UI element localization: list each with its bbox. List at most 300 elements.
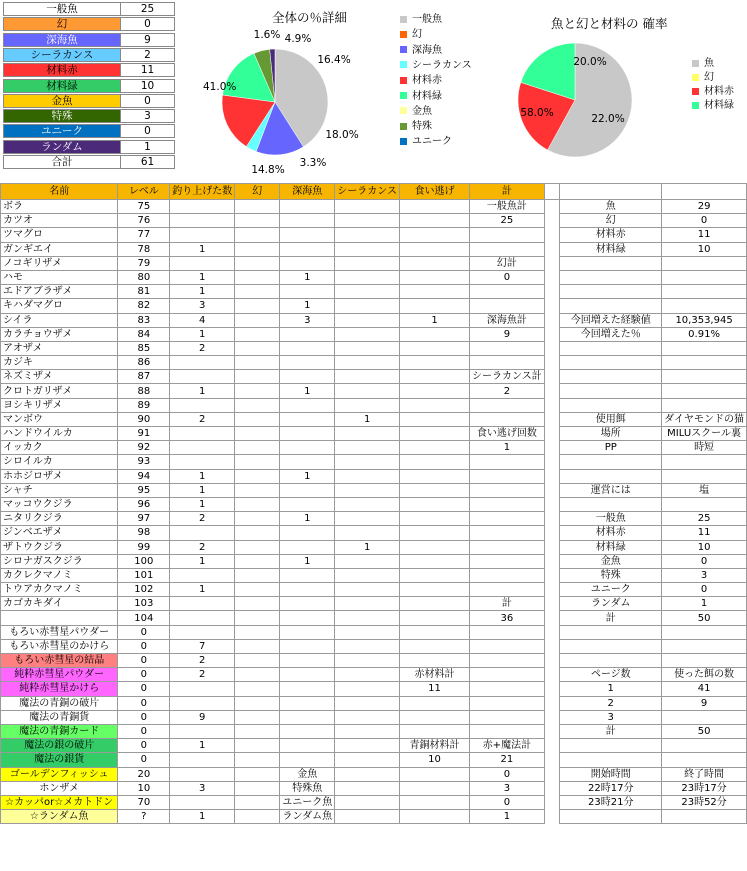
legend-label: 材料赤 — [412, 75, 442, 87]
table-cell: 0 — [118, 753, 170, 767]
table-cell — [544, 611, 560, 625]
table-cell: ダイヤモンドの猫 — [662, 412, 747, 426]
table-cell — [544, 767, 560, 781]
table-cell — [280, 724, 335, 738]
table-cell — [280, 526, 335, 540]
table-cell: 2 — [170, 412, 235, 426]
table-cell — [544, 512, 560, 526]
table-cell — [400, 214, 470, 228]
table-cell — [400, 710, 470, 724]
table-cell — [470, 398, 545, 412]
table-cell: 0 — [118, 668, 170, 682]
table-cell: ページ数 — [560, 668, 662, 682]
table-row — [1, 497, 747, 511]
table-cell: 開始時間 — [560, 767, 662, 781]
pie-data-label: 3.3% — [299, 157, 327, 169]
table-cell — [235, 583, 280, 597]
table-cell: 21 — [470, 753, 545, 767]
table-cell — [400, 639, 470, 653]
table-cell — [235, 313, 280, 327]
summary-row — [3, 155, 173, 169]
table-cell: 102 — [118, 583, 170, 597]
table-cell — [560, 455, 662, 469]
table-cell: 計 — [470, 597, 545, 611]
table-cell: 魔法の銀貨 — [1, 753, 118, 767]
table-cell — [335, 313, 400, 327]
table-cell: 78 — [118, 242, 170, 256]
table-cell: 一般魚計 — [470, 200, 545, 214]
legend-item — [692, 100, 734, 112]
table-cell — [335, 242, 400, 256]
table-cell: 0 — [470, 270, 545, 284]
legend-swatch — [400, 16, 407, 23]
table-cell — [235, 384, 280, 398]
table-cell — [170, 795, 235, 809]
table-cell: カツオ — [1, 214, 118, 228]
table-cell — [662, 753, 747, 767]
legend-label: 深海魚 — [412, 44, 442, 56]
legend-item — [400, 29, 422, 41]
table-cell: 0 — [118, 724, 170, 738]
table-cell — [544, 341, 560, 355]
table-cell: ニタリクジラ — [1, 512, 118, 526]
pie-data-label: 1.6% — [253, 29, 281, 41]
table-cell: エドアブラザメ — [1, 285, 118, 299]
table-cell — [400, 512, 470, 526]
table-cell — [470, 469, 545, 483]
table-cell: 1 — [280, 512, 335, 526]
table-cell — [400, 795, 470, 809]
table-cell: 1 — [170, 810, 235, 824]
table-cell: 1 — [170, 469, 235, 483]
table-cell: 0 — [470, 767, 545, 781]
table-cell — [335, 497, 400, 511]
table-cell — [544, 668, 560, 682]
table-cell — [662, 654, 747, 668]
table-cell — [235, 370, 280, 384]
table-cell — [1, 611, 118, 625]
table-cell: 0 — [118, 710, 170, 724]
table-cell: ハンドウイルカ — [1, 427, 118, 441]
table-row — [1, 540, 747, 554]
table-cell — [662, 356, 747, 370]
table-cell — [400, 554, 470, 568]
table-cell: 1 — [280, 299, 335, 313]
table-cell — [335, 469, 400, 483]
table-cell — [235, 285, 280, 299]
table-row — [1, 270, 747, 284]
table-cell — [335, 256, 400, 270]
table-cell — [470, 668, 545, 682]
table-row — [1, 398, 747, 412]
table-cell — [280, 739, 335, 753]
table-row — [1, 412, 747, 426]
table-cell — [235, 654, 280, 668]
table-cell: 94 — [118, 469, 170, 483]
table-cell: 3 — [280, 313, 335, 327]
table-cell — [560, 398, 662, 412]
table-cell: 50 — [662, 611, 747, 625]
table-cell: 89 — [118, 398, 170, 412]
table-cell: 計 — [560, 724, 662, 738]
column-header: 深海魚 — [280, 184, 335, 200]
table-cell — [560, 497, 662, 511]
summary-label: 特殊 — [3, 109, 121, 123]
table-cell: マンボウ — [1, 412, 118, 426]
table-cell: イッカク — [1, 441, 118, 455]
table-cell — [170, 356, 235, 370]
table-cell — [235, 341, 280, 355]
summary-label: 一般魚 — [3, 2, 121, 16]
table-cell — [544, 497, 560, 511]
table-cell: ☆カッパor☆メカトドン — [1, 795, 118, 809]
table-row — [1, 313, 747, 327]
chart1-legend — [400, 14, 490, 164]
table-cell — [335, 285, 400, 299]
table-cell: 1 — [170, 242, 235, 256]
table-cell: シャチ — [1, 483, 118, 497]
table-cell — [470, 356, 545, 370]
legend-label: 幻 — [704, 72, 714, 83]
pie-data-label: 4.9% — [284, 33, 312, 45]
summary-value: 9 — [121, 33, 175, 47]
table-row — [1, 810, 747, 824]
table-cell: 2 — [470, 384, 545, 398]
table-cell: キハダマグロ — [1, 299, 118, 313]
table-cell — [335, 554, 400, 568]
table-cell — [470, 412, 545, 426]
table-cell: 3 — [170, 299, 235, 313]
table-cell — [544, 710, 560, 724]
legend-swatch — [692, 102, 699, 109]
table-cell — [400, 327, 470, 341]
table-cell: 1 — [280, 384, 335, 398]
table-cell: クロトガリザメ — [1, 384, 118, 398]
summary-value: 25 — [121, 2, 175, 16]
legend-label: 特殊 — [412, 121, 432, 133]
table-cell — [235, 810, 280, 824]
table-cell: 29 — [662, 200, 747, 214]
table-cell: 1 — [662, 597, 747, 611]
table-cell: 1 — [470, 441, 545, 455]
table-cell — [470, 696, 545, 710]
table-cell — [335, 611, 400, 625]
table-cell: カジキ — [1, 356, 118, 370]
table-cell: シロイルカ — [1, 455, 118, 469]
column-header: シーラカンス — [335, 184, 400, 200]
summary-label: 幻 — [3, 17, 121, 31]
table-cell: 3 — [560, 710, 662, 724]
table-cell — [235, 554, 280, 568]
table-cell — [335, 710, 400, 724]
legend-swatch — [400, 107, 407, 114]
table-cell: 11 — [662, 228, 747, 242]
legend-swatch — [692, 74, 699, 81]
table-cell — [280, 341, 335, 355]
table-cell: 食い逃げ回数 — [470, 427, 545, 441]
table-cell — [400, 625, 470, 639]
summary-value: 1 — [121, 140, 175, 154]
table-cell — [335, 427, 400, 441]
table-cell: 90 — [118, 412, 170, 426]
table-cell — [400, 200, 470, 214]
table-cell — [235, 668, 280, 682]
table-cell: ジンベエザメ — [1, 526, 118, 540]
legend-swatch — [400, 46, 407, 53]
table-cell: ホホジロザメ — [1, 469, 118, 483]
table-cell: ユニーク — [560, 583, 662, 597]
table-cell — [662, 810, 747, 824]
table-cell — [400, 526, 470, 540]
table-cell — [170, 625, 235, 639]
table-row — [1, 568, 747, 582]
blank-cell — [560, 184, 662, 200]
table-cell: 98 — [118, 526, 170, 540]
fish-table — [0, 183, 747, 824]
summary-row — [3, 2, 173, 16]
table-cell — [235, 256, 280, 270]
legend-label: ユニーク — [412, 136, 452, 148]
table-cell — [280, 583, 335, 597]
table-row — [1, 441, 747, 455]
table-cell — [470, 455, 545, 469]
table-cell — [470, 639, 545, 653]
table-cell: 1 — [560, 682, 662, 696]
table-cell — [335, 597, 400, 611]
table-cell: ? — [118, 810, 170, 824]
table-cell — [470, 228, 545, 242]
table-cell: シロナガスクジラ — [1, 554, 118, 568]
table-cell: 23時17分 — [662, 781, 747, 795]
table-row — [1, 285, 747, 299]
table-cell — [280, 625, 335, 639]
legend-item — [692, 58, 714, 70]
table-cell — [335, 668, 400, 682]
legend-label: シーラカンス — [412, 59, 472, 71]
table-cell — [400, 810, 470, 824]
table-cell — [235, 469, 280, 483]
table-cell — [662, 497, 747, 511]
table-cell — [560, 639, 662, 653]
pie-data-label: 41.0% — [203, 81, 237, 93]
chart2-legend — [692, 58, 747, 128]
table-cell — [400, 299, 470, 313]
table-cell: 9 — [170, 710, 235, 724]
legend-item — [692, 86, 734, 98]
table-cell: 50 — [662, 724, 747, 738]
table-cell — [235, 427, 280, 441]
table-cell — [335, 781, 400, 795]
table-cell — [235, 625, 280, 639]
column-header: 計 — [470, 184, 545, 200]
table-cell: 3 — [470, 781, 545, 795]
legend-item — [692, 72, 714, 84]
table-cell — [400, 568, 470, 582]
table-cell — [170, 696, 235, 710]
table-row — [1, 526, 747, 540]
table-row — [1, 597, 747, 611]
table-cell — [235, 639, 280, 653]
column-header: レベル — [118, 184, 170, 200]
summary-value: 2 — [121, 48, 175, 62]
table-cell: 10 — [400, 753, 470, 767]
table-cell — [280, 682, 335, 696]
table-cell: 0 — [118, 682, 170, 696]
legend-swatch — [400, 92, 407, 99]
table-cell — [235, 398, 280, 412]
summary-label: ランダム — [3, 140, 121, 154]
table-cell: 81 — [118, 285, 170, 299]
table-cell: 82 — [118, 299, 170, 313]
table-cell — [400, 781, 470, 795]
table-cell — [235, 242, 280, 256]
summary-row — [3, 33, 173, 47]
table-cell: 魚 — [560, 200, 662, 214]
table-cell: 93 — [118, 455, 170, 469]
table-cell: 今回増えた経験値 — [560, 313, 662, 327]
table-cell: 0 — [118, 654, 170, 668]
table-cell: ヨシキリザメ — [1, 398, 118, 412]
table-cell — [560, 285, 662, 299]
table-cell — [400, 767, 470, 781]
table-row — [1, 512, 747, 526]
table-row — [1, 384, 747, 398]
table-cell — [235, 710, 280, 724]
table-cell — [335, 767, 400, 781]
table-cell — [400, 242, 470, 256]
table-cell — [280, 398, 335, 412]
table-cell: 材料緑 — [560, 242, 662, 256]
table-cell: 使った餌の数 — [662, 668, 747, 682]
table-cell — [280, 611, 335, 625]
summary-value: 10 — [121, 79, 175, 93]
table-cell — [235, 327, 280, 341]
table-cell — [662, 710, 747, 724]
table-cell — [544, 526, 560, 540]
table-row — [1, 242, 747, 256]
table-cell — [335, 327, 400, 341]
table-cell — [335, 483, 400, 497]
table-row — [1, 370, 747, 384]
legend-item — [400, 106, 432, 118]
table-cell: 1 — [170, 497, 235, 511]
blank-cell — [662, 184, 747, 200]
table-cell — [235, 497, 280, 511]
legend-label: 魚 — [704, 58, 714, 69]
table-cell — [235, 526, 280, 540]
table-cell — [170, 753, 235, 767]
table-cell: 99 — [118, 540, 170, 554]
table-cell — [235, 412, 280, 426]
table-cell — [400, 483, 470, 497]
table-cell — [560, 469, 662, 483]
table-cell — [400, 654, 470, 668]
table-cell: 2 — [170, 668, 235, 682]
table-cell — [544, 597, 560, 611]
table-cell: 22時17分 — [560, 781, 662, 795]
table-cell — [280, 568, 335, 582]
table-cell: カゴカキダイ — [1, 597, 118, 611]
table-cell: 75 — [118, 200, 170, 214]
table-cell — [170, 597, 235, 611]
table-cell: 運営には — [560, 483, 662, 497]
table-cell — [235, 540, 280, 554]
table-cell: 魔法の青銅カード — [1, 724, 118, 738]
table-cell: 95 — [118, 483, 170, 497]
table-cell — [170, 526, 235, 540]
summary-label: 深海魚 — [3, 33, 121, 47]
table-cell — [235, 568, 280, 582]
table-row — [1, 299, 747, 313]
table-cell — [170, 370, 235, 384]
table-cell: 4 — [170, 313, 235, 327]
table-cell — [544, 384, 560, 398]
table-cell — [280, 710, 335, 724]
table-cell: 85 — [118, 341, 170, 355]
summary-label: 材料赤 — [3, 63, 121, 77]
table-cell — [662, 285, 747, 299]
pie-data-label: 14.8% — [251, 164, 285, 176]
table-row — [1, 625, 747, 639]
table-cell: 25 — [470, 214, 545, 228]
table-cell — [235, 200, 280, 214]
table-cell: ボラ — [1, 200, 118, 214]
table-cell — [400, 398, 470, 412]
table-cell — [470, 682, 545, 696]
pie-data-label: 20.0% — [573, 56, 607, 68]
table-cell — [335, 441, 400, 455]
table-cell — [470, 625, 545, 639]
table-cell: トウアカクマノミ — [1, 583, 118, 597]
summary-label: 合計 — [3, 155, 121, 169]
table-cell: 25 — [662, 512, 747, 526]
table-cell — [560, 739, 662, 753]
table-cell — [560, 810, 662, 824]
table-cell — [470, 299, 545, 313]
table-cell: 10,353,945 — [662, 313, 747, 327]
table-cell — [662, 341, 747, 355]
summary-value: 61 — [121, 155, 175, 169]
table-cell: 7 — [170, 639, 235, 653]
table-cell — [235, 356, 280, 370]
table-cell: 1 — [400, 313, 470, 327]
table-cell — [560, 341, 662, 355]
table-cell — [280, 370, 335, 384]
legend-label: 材料赤 — [704, 86, 734, 97]
table-cell — [544, 696, 560, 710]
summary-row — [3, 48, 173, 62]
table-cell: 青銅材料計 — [400, 739, 470, 753]
table-cell — [560, 370, 662, 384]
table-cell — [400, 341, 470, 355]
table-row — [1, 256, 747, 270]
table-cell: 終了時間 — [662, 767, 747, 781]
table-cell: 1 — [170, 384, 235, 398]
table-cell: 11 — [400, 682, 470, 696]
table-row — [1, 668, 747, 682]
table-cell — [170, 427, 235, 441]
table-cell — [235, 270, 280, 284]
table-cell — [544, 682, 560, 696]
table-cell — [544, 469, 560, 483]
table-cell: もろい赤彗星パウダー — [1, 625, 118, 639]
table-cell — [235, 441, 280, 455]
table-cell — [544, 781, 560, 795]
table-cell — [400, 597, 470, 611]
table-cell — [544, 242, 560, 256]
table-cell — [400, 384, 470, 398]
table-cell — [662, 469, 747, 483]
